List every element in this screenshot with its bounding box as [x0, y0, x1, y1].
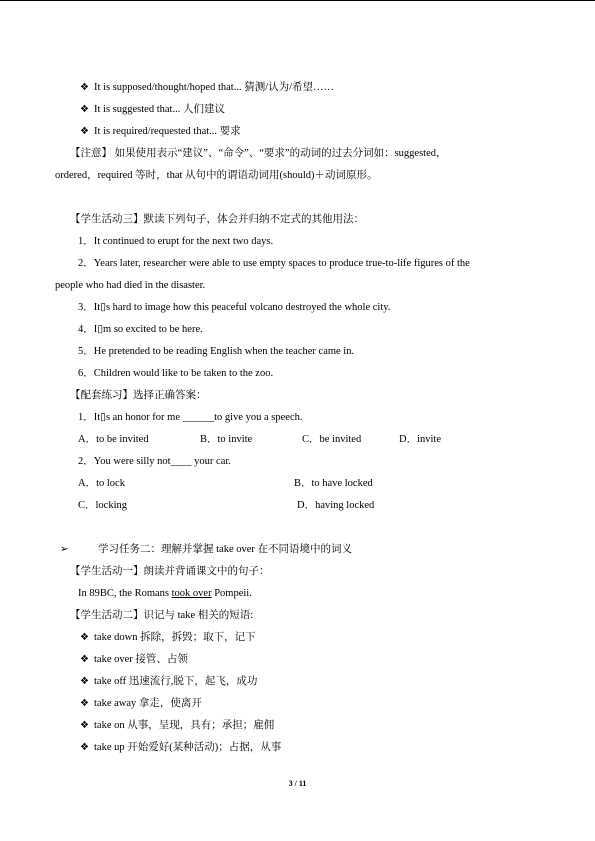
- exercise-question-2: 2．You were silly not____ your car.: [78, 456, 231, 467]
- activity3-item-2-cont: people who had died in the disaster.: [55, 280, 206, 291]
- q2-option-c: C．locking: [78, 500, 127, 511]
- phrase-item-1: ❖ take down 拆除，拆毁；取下，记下: [80, 632, 256, 643]
- bullet-item-3: ❖ It is required/requested that... 要求: [80, 126, 241, 137]
- activity3-item-3: 3．It▯s hard to image how this peaceful volcano destroyed the whole city.: [78, 302, 391, 313]
- exercise-question-1: 1．It▯s an honor for me ______to give you a speech.: [78, 412, 303, 423]
- note-line-2: ordered，required 等时，that 从句中的谓语动词用(should)＋动词原形。: [55, 170, 378, 181]
- task2-title: ➢ 学习任务二：理解并掌握 take over 在不同语境中的词义: [60, 544, 353, 555]
- activity3-item-4: 4．I▯m so excited to be here.: [78, 324, 203, 335]
- q1-option-d: D．invite: [399, 434, 441, 445]
- phrase-item-2: ❖ take over 接管、占领: [80, 654, 188, 665]
- task2-sentence: In 89BC, the Romans took over Pompeii.: [78, 588, 252, 599]
- task2-activity2: 【学生活动二】识记与 take 相关的短语:: [70, 610, 254, 621]
- q1-option-a: A．to be invited: [78, 434, 149, 445]
- diamond-bullet-icon: ❖: [80, 698, 89, 709]
- exercise-title: 【配套练习】选择正确答案：: [70, 390, 207, 401]
- q1-option-b: B．to invite: [200, 434, 253, 445]
- activity3-item-6: 6．Children would like to be taken to the zoo.: [78, 368, 274, 379]
- phrase-item-5: ❖ take on 从事，呈现，具有；承担；雇佣: [80, 720, 275, 731]
- page-number: 3 / 11: [288, 779, 307, 788]
- diamond-bullet-icon: ❖: [80, 654, 89, 665]
- diamond-bullet-icon: ❖: [80, 742, 89, 753]
- underlined-phrase: took over: [171, 588, 212, 599]
- diamond-bullet-icon: ❖: [80, 126, 89, 137]
- phrase-item-3: ❖ take off 迅速流行,脱下，起飞，成功: [80, 676, 258, 687]
- q1-option-c: C．be invited: [302, 434, 362, 445]
- activity3-item-2: 2．Years later, researcher were able to use empty spaces to produce true-to-life figures of the: [78, 258, 470, 269]
- diamond-bullet-icon: ❖: [80, 632, 89, 643]
- q2-option-d: D．having locked: [297, 500, 375, 511]
- bullet-item-2: ❖ It is suggested that... 人们建议: [80, 104, 225, 115]
- diamond-bullet-icon: ❖: [80, 720, 89, 731]
- diamond-bullet-icon: ❖: [80, 676, 89, 687]
- diamond-bullet-icon: ❖: [80, 82, 89, 93]
- task2-activity1: 【学生活动一】朗读并背诵课文中的句子：: [70, 566, 270, 577]
- activity3-title: 【学生活动三】默读下列句子，体会并归纳不定式的其他用法：: [70, 214, 364, 225]
- bullet-item-1: ❖ It is supposed/thought/hoped that... 猜测/认为/希望……: [80, 82, 335, 93]
- diamond-bullet-icon: ❖: [80, 104, 89, 115]
- activity3-item-1: 1．It continued to erupt for the next two days.: [78, 236, 274, 247]
- activity3-item-5: 5．He pretended to be reading English when the teacher came in.: [78, 346, 355, 357]
- arrow-bullet-icon: ➢: [60, 544, 69, 555]
- note-line-1: 【注意】 如果使用表示“建议”、“命令”、“要求”的动词的过去分词如：suggested，: [70, 148, 447, 159]
- phrase-item-6: ❖ take up 开始爱好(某种活动)；占据，从事: [80, 742, 282, 753]
- q2-option-b: B．to have locked: [294, 478, 373, 489]
- phrase-item-4: ❖ take away 拿走，使离开: [80, 698, 202, 709]
- q2-option-a: A．to lock: [78, 478, 125, 489]
